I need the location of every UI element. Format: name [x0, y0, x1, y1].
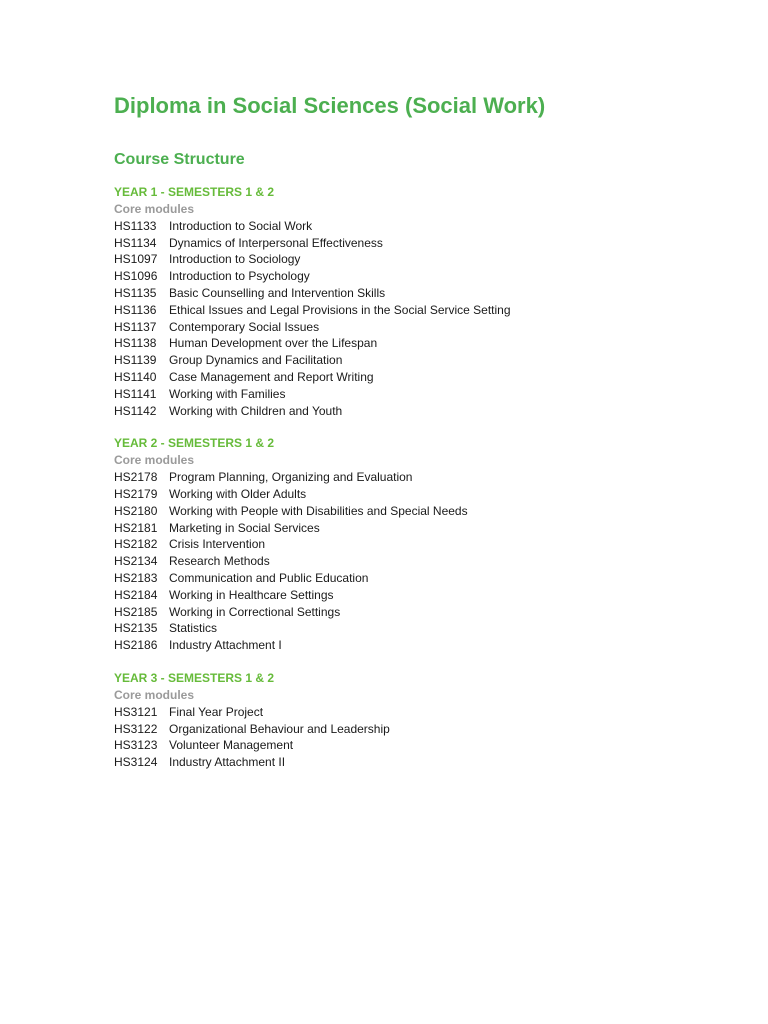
core-modules-label: Core modules: [114, 453, 195, 468]
module-code: HS3121: [114, 704, 158, 719]
module-row: [114, 486, 734, 503]
module-code: HS2179: [114, 486, 158, 501]
page-title: Diploma in Social Sciences (Social Work): [114, 93, 546, 118]
module-code: HS1134: [114, 235, 157, 250]
module-name: Introduction to Social Work: [169, 218, 313, 233]
module-name: Crisis Intervention: [169, 537, 266, 552]
module-name: Organizational Behaviour and Leadership: [169, 721, 390, 736]
module-row: [114, 737, 734, 754]
module-row: [114, 218, 734, 235]
module-code: HS2182: [114, 537, 158, 552]
year-heading: YEAR 1 - SEMESTERS 1 & 2: [114, 185, 275, 199]
module-code: HS1135: [114, 285, 157, 300]
module-code: HS3122: [114, 721, 158, 736]
module-name: Dynamics of Interpersonal Effectiveness: [169, 235, 383, 250]
module-name: Working with People with Disabilities and Special Needs: [169, 503, 468, 518]
module-code: HS2186: [114, 638, 158, 653]
module-code: HS1142: [114, 403, 157, 418]
module-code: HS1138: [114, 336, 157, 351]
year-heading: YEAR 3 - SEMESTERS 1 & 2: [114, 670, 275, 685]
module-code: HS2183: [114, 570, 158, 585]
module-name: Program Planning, Organizing and Evaluation: [169, 470, 413, 485]
core-modules-label: Core modules: [114, 202, 195, 216]
module-name: Industry Attachment II: [169, 755, 286, 770]
module-code: HS2135: [114, 621, 158, 636]
module-name: Industry Attachment I: [169, 638, 282, 653]
module-code: HS1140: [114, 369, 157, 384]
year-block-2: [114, 435, 734, 654]
years-container: [114, 184, 734, 771]
year-block-3: [114, 670, 734, 771]
module-name: Working with Children and Youth: [169, 403, 343, 418]
module-name: Case Management and Report Writing: [169, 369, 374, 384]
module-row: [114, 553, 734, 570]
module-code: HS1136: [114, 302, 157, 317]
document-page: [114, 92, 734, 771]
module-name: Working in Healthcare Settings: [169, 587, 334, 602]
module-row: [114, 704, 734, 721]
module-list: [114, 218, 734, 420]
module-row: [114, 637, 734, 654]
module-name: Contemporary Social Issues: [169, 319, 320, 334]
module-name: Marketing in Social Services: [169, 520, 320, 535]
module-code: HS3124: [114, 755, 158, 770]
module-code: HS1139: [114, 353, 157, 368]
module-name: Communication and Public Education: [169, 570, 369, 585]
module-row: [114, 721, 734, 738]
module-row: [114, 536, 734, 553]
module-row: [114, 754, 734, 771]
module-code: HS2178: [114, 470, 158, 485]
module-name: Working in Correctional Settings: [169, 604, 341, 619]
module-code: HS2180: [114, 503, 158, 518]
module-name: Volunteer Management: [169, 738, 294, 753]
module-name: Final Year Project: [169, 704, 264, 719]
module-code: HS1096: [114, 269, 158, 284]
module-row: [114, 268, 734, 285]
module-row: [114, 570, 734, 587]
module-name: Research Methods: [169, 554, 270, 569]
module-row: [114, 235, 734, 252]
core-modules-label: Core modules: [114, 687, 195, 702]
module-row: [114, 285, 734, 302]
module-row: [114, 386, 734, 403]
section-title: Course Structure: [114, 151, 245, 168]
module-name: Basic Counselling and Intervention Skills: [169, 285, 386, 300]
module-row: [114, 620, 734, 637]
module-code: HS2181: [114, 520, 158, 535]
module-row: [114, 403, 734, 420]
module-row: [114, 319, 734, 336]
module-row: [114, 369, 734, 386]
module-code: HS2134: [114, 554, 158, 569]
module-code: HS1133: [114, 218, 157, 233]
module-name: Ethical Issues and Legal Provisions in the Social Service Setting: [169, 302, 511, 317]
module-row: [114, 302, 734, 319]
module-row: [114, 352, 734, 369]
module-name: Working with Older Adults: [169, 486, 307, 501]
module-row: [114, 335, 734, 352]
module-code: HS1137: [114, 319, 157, 334]
year-block-1: [114, 184, 734, 419]
module-row: [114, 251, 734, 268]
module-code: HS3123: [114, 738, 158, 753]
module-code: HS2184: [114, 587, 158, 602]
module-name: Statistics: [169, 621, 218, 636]
module-code: HS1097: [114, 252, 158, 267]
module-row: [114, 520, 734, 537]
module-list: [114, 704, 734, 771]
module-row: [114, 469, 734, 486]
year-heading: YEAR 2 - SEMESTERS 1 & 2: [114, 436, 275, 451]
module-list: [114, 469, 734, 654]
module-name: Working with Families: [169, 386, 286, 401]
module-row: [114, 503, 734, 520]
module-name: Human Development over the Lifespan: [169, 336, 378, 351]
module-name: Introduction to Psychology: [169, 269, 310, 284]
module-name: Introduction to Sociology: [169, 252, 301, 267]
module-row: [114, 587, 734, 604]
module-code: HS2185: [114, 604, 158, 619]
module-code: HS1141: [114, 386, 157, 401]
module-row: [114, 604, 734, 621]
module-name: Group Dynamics and Facilitation: [169, 353, 343, 368]
